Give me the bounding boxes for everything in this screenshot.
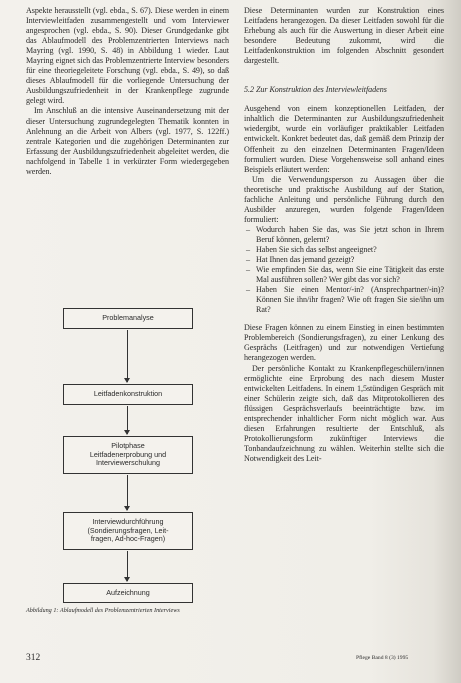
- flow-box-problemanalyse: [63, 308, 193, 329]
- flow-box-leitfadenkonstruktion: [63, 384, 193, 405]
- flow-box-aufzeichnung: [63, 583, 193, 603]
- list-item: – Wie empfinden Sie das, wenn Sie eine Tätigkeit das erste Mal ausführen sollen? Wer gibt das vor sich?: [244, 265, 444, 285]
- right-paragraph-1: Ausgehend von einem konzeptionellen Leitfaden, der inhaltlich die Determinanten zur Ausbildungszufriedenheit wiedergibt, wurde ein vorläufiger praktikabler Leitfaden entwickelt. Konkret bedeutet das, daß gemäß dem Prinzip der Offenheit zu den einzelnen Determinanten Fragen/Ideen formuliert wurden. Diese Vorgehensweise soll anhand eines Beispiels erläutert werden:: [244, 104, 444, 174]
- list-item: – Hat Ihnen das jemand gezeigt?: [244, 255, 444, 265]
- right-column: [244, 6, 444, 464]
- list-item: – Haben Sie einen Mentor/-in? (Ansprechpartner/-in)? Können Sie ihn/ihr fragen? Wie oft fragen Sie sie/ihn um Rat?: [244, 285, 444, 315]
- flow-box-line: Problemanalyse: [102, 313, 154, 323]
- flow-box-line: fragen, Ad-hoc-Fragen): [90, 534, 166, 544]
- left-column: [26, 6, 229, 177]
- flow-box-pilotphase: [63, 436, 193, 474]
- right-paragraph-4: Der persönliche Kontakt zu Krankenpflegeschülern/innen ermöglichte eine Erprobung des nach diesem Muster entwickelten Leitfadens. In einem 1,5stündigen Gespräch mit einer Schülerin zeigte sich, daß das Mitprotokollieren des flüssigen Gesprächsverlaufs beeinträchtigte bzw. im entsprechender inhaltlicher Form nicht möglich war. Aus diesen Erfahrungen resultierte der Entschluß, als Protokollierungsform zukünftiger Interviews die Tonbandaufzeichnung zu wählen. Weiterhin stellte sich die Notwendigkeit des Leit-: [244, 363, 444, 463]
- figure-caption: Abbildung 1: Ablaufmodell des Problemzentrierten Interviews: [26, 607, 180, 614]
- page-number: 312: [26, 653, 41, 663]
- right-paragraph-3: Diese Fragen können zu einem Einstieg in einen bestimmten Problembereich (Sondierungsfragen), zu einer Lenkung des Gesprächs (Leitfragen) und zur notwendigen Vertiefung herangezogen werden.: [244, 323, 444, 363]
- flow-box-line: Interviewerschulung: [96, 458, 160, 468]
- flow-box-line: (Sondierungsfragen, Leit-: [87, 525, 169, 535]
- list-item: – Haben Sie sich das selbst angeeignet?: [244, 245, 444, 255]
- list-item: – Wodurch haben Sie das, was Sie jetzt schon in Ihrem Beruf können, gelernt?: [244, 225, 444, 245]
- flow-arrow: [127, 551, 128, 581]
- flow-arrow: [127, 475, 128, 510]
- flowchart: [63, 308, 195, 603]
- right-intro-paragraph: Diese Determinanten wurden zur Konstruktion eines Leitfadens herangezogen. Da dieser Leitfaden sowohl für die Erhebung als auch für die Auswertung in dieser Arbeit eine besondere Bedeutung zukommt, wird die Leitfadenkonstruktion im folgenden Abschnitt gesondert dargestellt.: [244, 6, 444, 66]
- flow-box-line: Aufzeichnung: [106, 587, 150, 597]
- left-paragraph-2: Im Anschluß an die intensive Auseinandersetzung mit der dieser Untersuchung zugrundegelegten Thematik konnten in Anlehnung an die Arbeit von Albers (vgl. 1977, S. 122ff.) zentrale Kategorien und die zugehörigen Determinanten zur Erfassung der Ausbildungszufriedenheit abgeleitet werden, die nachfolgend in Tabelle 1 in verkürzter Form wiedergegeben werden.: [26, 106, 229, 176]
- right-paragraph-2: Um die Verwendungsperson zu Aussagen über die theoretische und praktische Ausbildung auf der Station, fachliche Anleitung und persönliche Führung durch den Ausbilder anzuregen, wurden folgende Fragen/Ideen formuliert:: [244, 174, 444, 224]
- flow-arrow: [127, 330, 128, 382]
- question-list: [244, 225, 444, 315]
- flow-box-line: Pilotphase: [111, 441, 145, 451]
- journal-footer: Pflege Band 8 (3) 1995: [356, 655, 409, 661]
- flow-box-line: Interviewdurchführung: [92, 517, 164, 527]
- section-heading: 5.2 Zur Konstruktion des Interviewleitfadens: [244, 85, 387, 95]
- flow-box-interviewdurchfuehrung: [63, 512, 193, 550]
- flow-arrow: [127, 406, 128, 434]
- left-paragraph-1: Aspekte herausstellt (vgl. ebda., S. 67). Diese werden in einem Interviewleitfaden zusammengestellt und vom Interviewer angesprochen (vgl. ebda., S. 90). Dieser Grundgedanke gibt das Ablaufmodell des Problemzentrierten Interviews nach Mayring (vgl. 1990, S. 48) in Abbildung 1 wieder. Laut Mayring eignet sich das Problemzentrierte Interview besonders für eine theoriegeleitete Forschung (vgl. ebda., S. 49), so daß dieses Ablaufmodell für die vorliegende Untersuchung der Ausbildungszufriedenheit in der Krankenpflege zugrunde gelegt wird.: [26, 6, 229, 106]
- flow-box-line: Leitfadenkonstruktion: [93, 389, 163, 399]
- flow-box-line: Leitfadenerprobung und: [89, 449, 167, 459]
